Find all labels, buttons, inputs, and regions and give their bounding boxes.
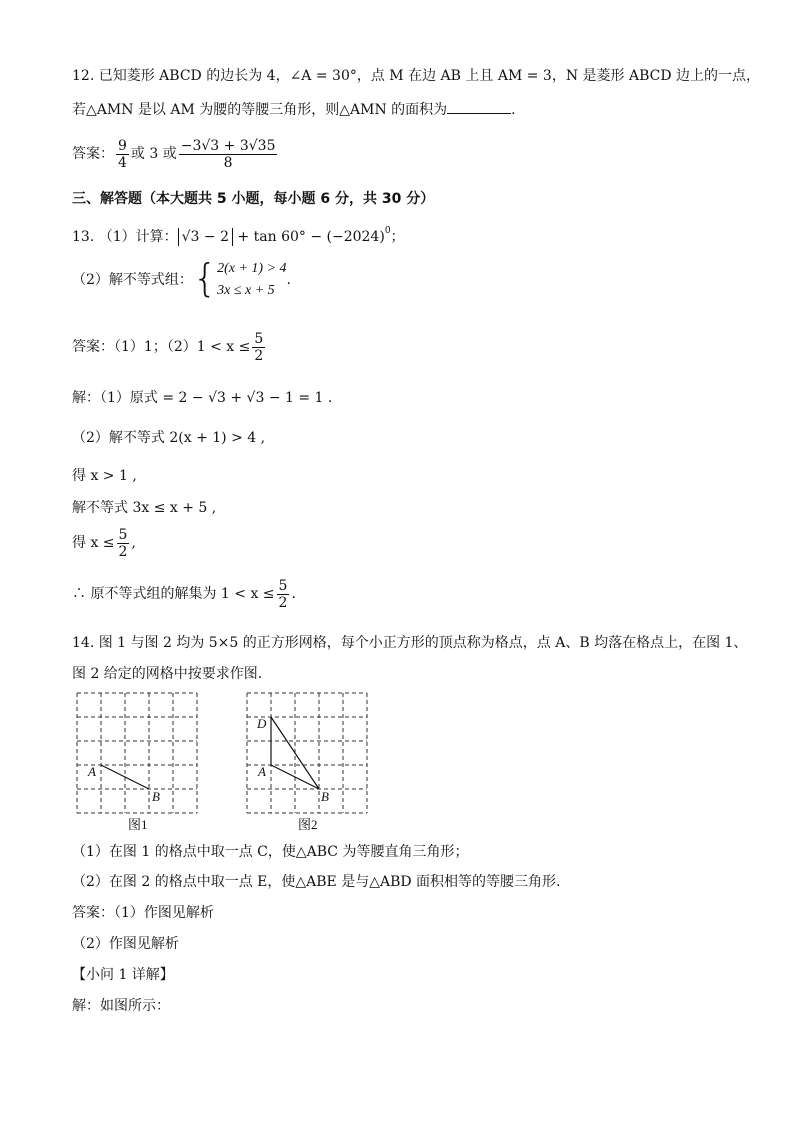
- point-A-label: A: [88, 764, 96, 779]
- answer-blank: [447, 99, 511, 114]
- q14-part1: （1）在图 1 的格点中取一点 C，使△ABC 为等腰直角三角形；: [72, 844, 469, 860]
- q12-answer: 答案： $\frac{9}{4}$ 或 3 或 $\frac{-3√3 + 3√35}{8}$: [72, 137, 276, 171]
- q14-subsection-title: 【小问 1 详解】: [72, 967, 174, 983]
- q13-solution-4: 解不等式 3x ≤ x + 5 ,: [72, 500, 217, 516]
- abs-value-expr: √3 − 2: [178, 228, 233, 246]
- q13-solution-2: （2）解不等式 2(x + 1) > 4 ,: [72, 430, 266, 446]
- inequality-system: { 2(x + 1) > 4 3x ≤ x + 5: [192, 256, 287, 300]
- figure-1-caption: 图1: [128, 817, 148, 832]
- point-B-label: B: [152, 789, 160, 804]
- q14-line2: 图 2 给定的网格中按要求作图.: [72, 666, 263, 682]
- q13-solution-5: 得 x ≤ $\frac{5}{2}$ ,: [72, 526, 136, 560]
- q14-part2: （2）在图 2 的格点中取一点 E，使△ABE 是与△ABD 面积相等的等腰三角形.: [72, 874, 561, 890]
- q13-answer: 答案：（1）1；（2）1 < x ≤ $\frac{5}{2}$: [72, 330, 264, 364]
- q13-part1: 13. （1）计算： $√3 - 2 + \tan 60^\circ - (-2024)^0$；: [72, 226, 405, 245]
- q14-line1: 14. 图 1 与图 2 均为 5×5 的正方形网格，每个小正方形的顶点称为格点，点 A、B 均落在格点上，在图 1、: [72, 635, 748, 651]
- point-B-label: B: [321, 789, 329, 804]
- q14-answer-2: （2）作图见解析: [72, 936, 179, 952]
- point-A-label: A: [258, 764, 266, 779]
- q12-line2: 若△AMN 是以 AM 为腰的等腰三角形，则△AMN 的面积为 .: [72, 99, 516, 120]
- figure-1-grid: [70, 688, 210, 834]
- q14-solution: 解：如图所示：: [72, 998, 170, 1014]
- q12-line1: 12. 已知菱形 ABCD 的边长为 4，∠A = 30°，点 M 在边 AB 上且 AM = 3，N 是菱形 ABCD 边上的一点，: [72, 68, 761, 84]
- section-heading: 三、解答题（本大题共 5 小题，每小题 6 分，共 30 分）: [72, 191, 435, 207]
- figure-2-caption: 图2: [298, 817, 318, 832]
- q13-solution-6: ∴ 原不等式组的解集为 1 < x ≤ $\frac{5}{2}$ .: [72, 577, 296, 611]
- q14-answer-1: 答案：（1）作图见解析: [72, 905, 214, 921]
- figure-2-grid: [240, 688, 380, 834]
- q13-solution-3: 得 x > 1 ,: [72, 468, 137, 484]
- q13-part2: （2）解不等式组： { 2(x + 1) > 4 3x ≤ x + 5 .: [72, 256, 291, 300]
- q13-solution-1: 解：（1）原式 = 2 − √3 + √3 − 1 = 1 .: [72, 390, 333, 406]
- answer-fraction-1: $\frac{9}{4}$: [118, 137, 127, 171]
- point-D-label: D: [257, 716, 267, 731]
- answer-fraction-2: $\frac{-3√3 + 3√35}{8}$: [180, 137, 276, 171]
